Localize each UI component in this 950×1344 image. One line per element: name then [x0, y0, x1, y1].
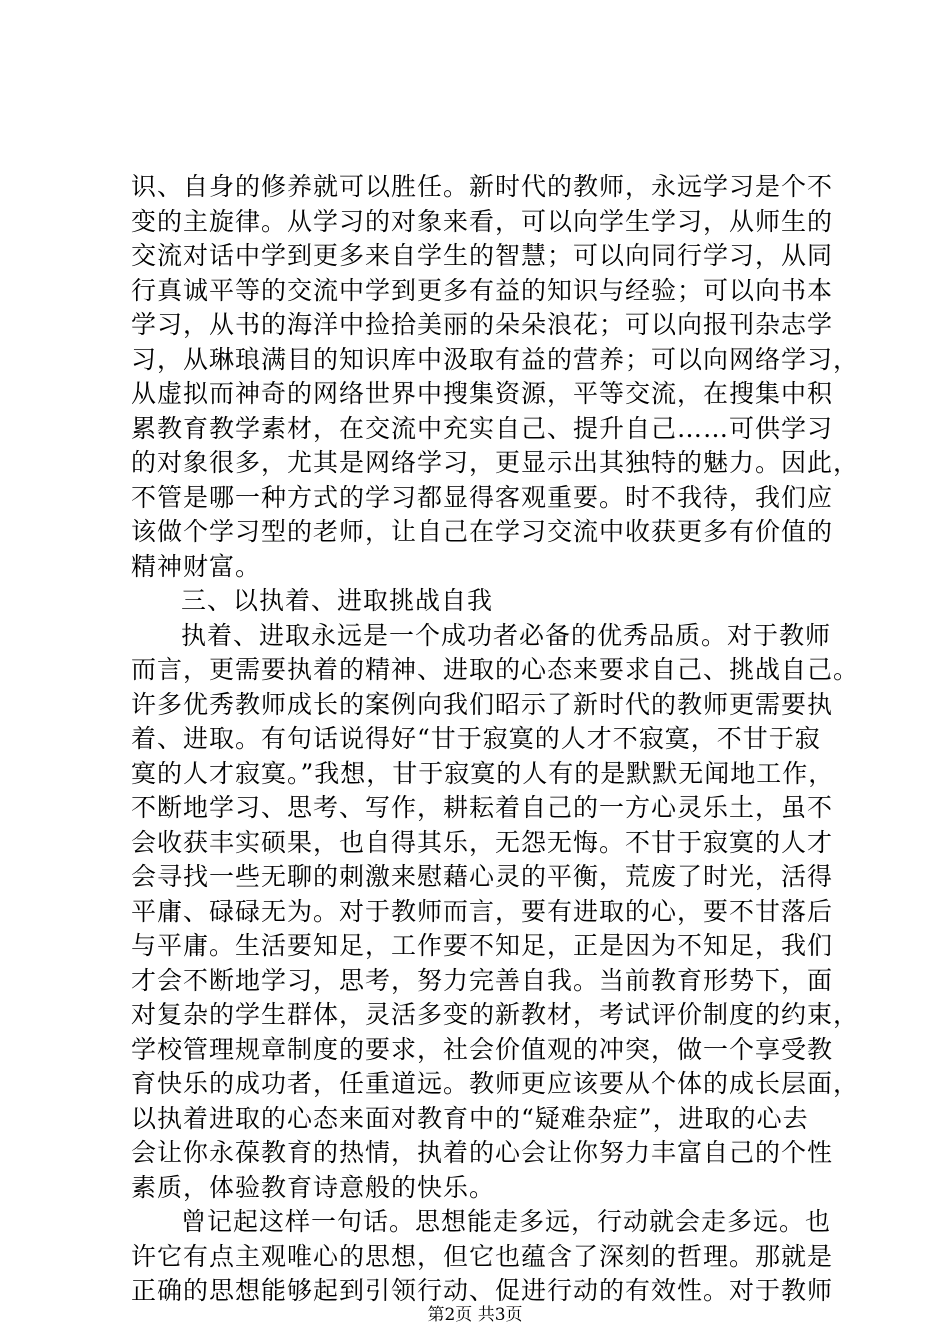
- text-line: 习，从琳琅满目的知识库中汲取有益的营养；可以向网络学习，: [131, 344, 860, 374]
- text-line: 会收获丰实硕果，也自得其乐，无怨无悔。不甘于寂寞的人才: [131, 827, 834, 857]
- text-line: 会寻找一些无聊的刺激来慰藉心灵的平衡，荒废了时光，活得: [131, 862, 834, 891]
- text-line: 该做个学习型的老师，让自己在学习交流中收获更多有价值的: [131, 517, 834, 546]
- body-text: [131, 170, 860, 1309]
- text-line: 素质，体验教育诗意般的快乐。: [131, 1172, 496, 1202]
- text-line: 变的主旋律。从学习的对象来看，可以向学生学习，从师生的: [131, 206, 834, 236]
- text-line: 对复杂的学生群体，灵活多变的新教材，考试评价制度的约束，: [131, 1000, 860, 1029]
- text-line: 学校管理规章制度的要求，社会价值观的冲突，做一个享受教: [131, 1034, 834, 1064]
- text-line: 交流对话中学到更多来自学生的智慧；可以向同行学习，从同: [131, 241, 834, 270]
- text-line: 平庸、碌碌无为。对于教师而言，要有进取的心，要不甘落后: [131, 896, 834, 926]
- text-line: 曾记起这样一句话。思想能走多远，行动就会走多远。也: [181, 1207, 832, 1236]
- text-line: 而言，更需要执着的精神、进取的心态来要求自己、挑战自己。: [131, 655, 860, 684]
- text-line: 许多优秀教师成长的案例向我们昭示了新时代的教师更需要执: [131, 689, 834, 719]
- text-line: 不管是哪一种方式的学习都显得客观重要。时不我待，我们应: [131, 482, 834, 512]
- text-line: 识、自身的修养就可以胜任。新时代的教师，永远学习是个不: [131, 172, 834, 201]
- text-line: 学习，从书的海洋中捡拾美丽的朵朵浪花；可以向报刊杂志学: [131, 310, 834, 339]
- text-line: 累教育教学素材，在交流中充实自己、提升自己……可供学习: [131, 413, 834, 443]
- text-line: 许它有点主观唯心的思想，但它也蕴含了深刻的哲理。那就是: [131, 1241, 834, 1271]
- text-line: 不断地学习、思考、写作，耕耘着自己的一方心灵乐土，虽不: [131, 793, 834, 822]
- text-line: 才会不断地学习，思考，努力完善自我。当前教育形势下，面: [131, 965, 834, 995]
- text-line: 精神财富。: [131, 551, 262, 581]
- text-line: 与平庸。生活要知足，工作要不知足，正是因为不知足，我们: [131, 931, 834, 960]
- text-line: 三、以执着、进取挑战自我: [181, 586, 494, 615]
- text-line: 的对象很多，尤其是网络学习，更显示出其独特的魅力。因此，: [131, 448, 860, 477]
- text-line: 会让你永葆教育的热情，执着的心会让你努力丰富自己的个性: [131, 1138, 834, 1167]
- text-line: 执着、进取永远是一个成功者必备的优秀品质。对于教师: [181, 620, 832, 650]
- text-line: 着、进取。有句话说得好“甘于寂寞的人才不寂寞，不甘于寂: [131, 724, 821, 753]
- text-line: 行真诚平等的交流中学到更多有益的知识与经验；可以向书本: [131, 275, 834, 305]
- text-line: 以执着进取的心态来面对教育中的“疑难杂症”，进取的心去: [131, 1103, 809, 1133]
- text-line: 寞的人才寂寞。”我想，甘于寂寞的人有的是默默无闻地工作，: [131, 758, 835, 788]
- text-line: 育快乐的成功者，任重道远。教师更应该要从个体的成长层面，: [131, 1069, 860, 1098]
- text-line: 正确的思想能够起到引领行动、促进行动的有效性。对于教师: [131, 1276, 834, 1305]
- page-footer: 第2页 共3页: [427, 1305, 523, 1325]
- text-line: 从虚拟而神奇的网络世界中搜集资源，平等交流，在搜集中积: [131, 379, 834, 408]
